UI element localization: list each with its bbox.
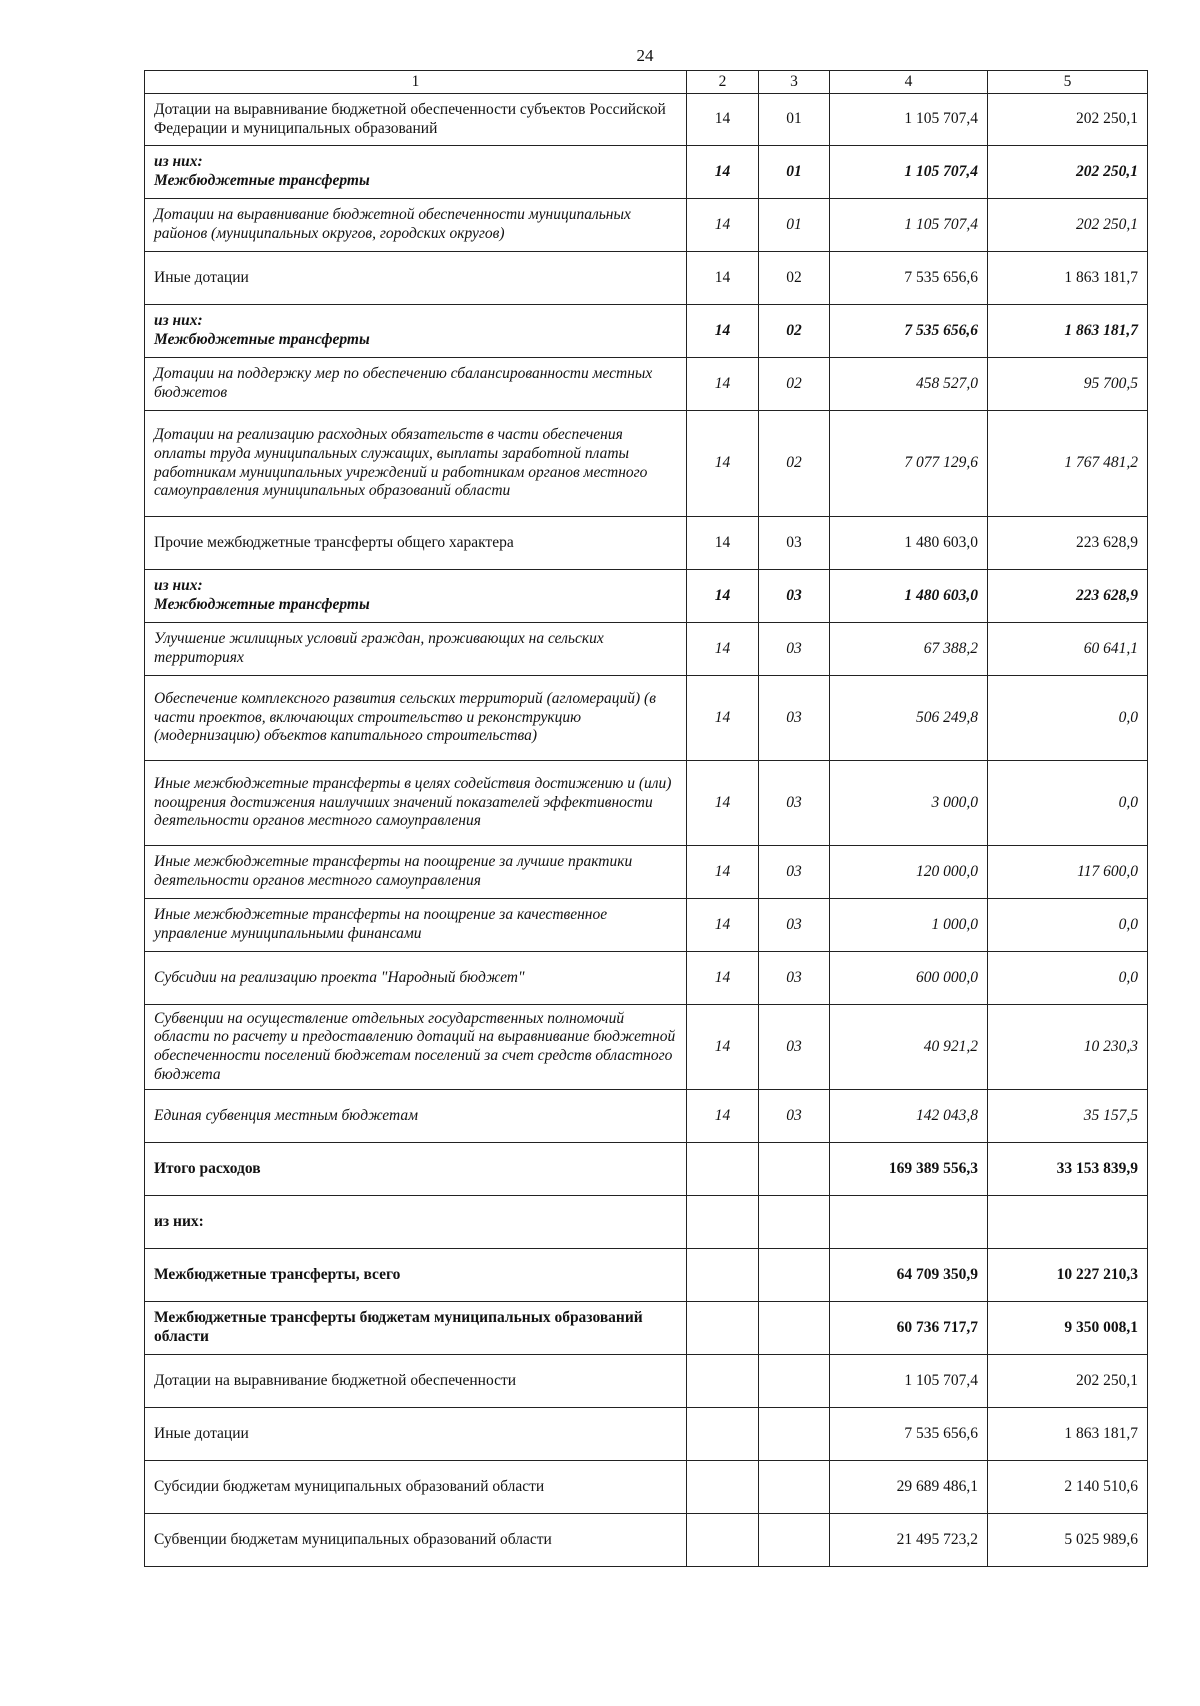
row-section-cell: 14 <box>687 623 759 676</box>
table-row <box>145 676 1148 761</box>
row-name-cell <box>145 146 687 199</box>
row-plan-cell: 64 709 350,9 <box>830 1249 988 1302</box>
row-section-cell: 14 <box>687 1005 759 1090</box>
row-plan-cell: 7 535 656,6 <box>830 1408 988 1461</box>
row-name-cell: Иные межбюджетные трансферты в целях содействия достижению и (или) поощрения достижения наилучших значений показателей эффективности деятельности органов местного самоуправления <box>145 761 687 846</box>
row-name-cell: Субвенции бюджетам муниципальных образований области <box>145 1514 687 1567</box>
row-actual-cell: 10 230,3 <box>988 1005 1148 1090</box>
row-actual-cell: 0,0 <box>988 761 1148 846</box>
row-section-cell: 14 <box>687 846 759 899</box>
table-row <box>145 1355 1148 1408</box>
row-name-cell: Обеспечение комплексного развития сельских территорий (агломераций) (в части проектов, включающих строительство и реконструкцию (модернизацию) объектов капитального строительства) <box>145 676 687 761</box>
row-plan-cell: 1 480 603,0 <box>830 570 988 623</box>
table-row <box>145 1005 1148 1090</box>
column-header-plan: 4 <box>830 71 988 94</box>
row-subsection-cell <box>759 1408 830 1461</box>
row-section-cell: 14 <box>687 305 759 358</box>
row-plan-cell: 169 389 556,3 <box>830 1143 988 1196</box>
row-section-cell: 14 <box>687 199 759 252</box>
row-name-cell: Субвенции на осуществление отдельных государственных полномочий области по расчету и предоставлению дотаций на выравнивание бюджетной обеспеченности поселений бюджетам поселений за счет средств областного бюджета <box>145 1005 687 1090</box>
column-header-section: 2 <box>687 71 759 94</box>
row-subsection-cell: 02 <box>759 358 830 411</box>
table-row <box>145 570 1148 623</box>
table-row <box>145 1514 1148 1567</box>
row-plan-cell: 458 527,0 <box>830 358 988 411</box>
table-row <box>145 1143 1148 1196</box>
row-subsection-cell <box>759 1196 830 1249</box>
row-plan-cell: 21 495 723,2 <box>830 1514 988 1567</box>
row-subsection-cell <box>759 1355 830 1408</box>
row-subsection-cell: 02 <box>759 411 830 517</box>
row-section-cell <box>687 1408 759 1461</box>
table-row <box>145 199 1148 252</box>
row-subsection-cell <box>759 1143 830 1196</box>
row-subsection-cell <box>759 1249 830 1302</box>
row-plan-cell: 1 480 603,0 <box>830 517 988 570</box>
row-actual-cell: 35 157,5 <box>988 1090 1148 1143</box>
row-actual-cell: 2 140 510,6 <box>988 1461 1148 1514</box>
row-name-cell: Дотации на выравнивание бюджетной обеспеченности муниципальных районов (муниципальных округов, городских округов) <box>145 199 687 252</box>
table-row <box>145 358 1148 411</box>
row-name-cell: Иные дотации <box>145 252 687 305</box>
row-subsection-cell: 03 <box>759 1090 830 1143</box>
table-row <box>145 952 1148 1005</box>
row-actual-cell: 0,0 <box>988 952 1148 1005</box>
table-row <box>145 761 1148 846</box>
row-prefix: из них: <box>154 312 203 330</box>
row-subsection-cell: 03 <box>759 761 830 846</box>
row-name-cell: Дотации на поддержку мер по обеспечению сбалансированности местных бюджетов <box>145 358 687 411</box>
row-plan-cell: 60 736 717,7 <box>830 1302 988 1355</box>
table-header <box>145 71 1148 94</box>
row-plan-cell: 7 535 656,6 <box>830 252 988 305</box>
row-name-cell: из них: <box>145 1196 687 1249</box>
header-row <box>145 71 1148 94</box>
row-section-cell <box>687 1514 759 1567</box>
row-plan-cell: 1 105 707,4 <box>830 94 988 146</box>
row-name-cell: Дотации на реализацию расходных обязательств в части обеспечения оплаты труда муниципальных служащих, выплаты заработной платы работникам муниципальных учреждений и работникам органов местного самоуправления муниципальных образований области <box>145 411 687 517</box>
row-section-cell: 14 <box>687 94 759 146</box>
row-actual-cell: 202 250,1 <box>988 94 1148 146</box>
table-row <box>145 517 1148 570</box>
row-name-cell: Иные межбюджетные трансферты на поощрение за лучшие практики деятельности органов местного самоуправления <box>145 846 687 899</box>
budget-table <box>144 70 1148 1567</box>
table-row <box>145 94 1148 146</box>
row-section-cell <box>687 1143 759 1196</box>
row-name-cell: Иные межбюджетные трансферты на поощрение за качественное управление муниципальными финансами <box>145 899 687 952</box>
row-section-cell <box>687 1355 759 1408</box>
row-subsection-cell: 03 <box>759 676 830 761</box>
row-subsection-cell: 02 <box>759 305 830 358</box>
row-subsection-cell: 03 <box>759 517 830 570</box>
row-section-cell: 14 <box>687 761 759 846</box>
row-subsection-cell: 03 <box>759 899 830 952</box>
row-subsection-cell: 01 <box>759 146 830 199</box>
row-prefix: из них: <box>154 577 203 595</box>
row-plan-cell: 506 249,8 <box>830 676 988 761</box>
row-section-cell: 14 <box>687 411 759 517</box>
row-subsection-cell <box>759 1461 830 1514</box>
table-row <box>145 252 1148 305</box>
row-plan-cell: 142 043,8 <box>830 1090 988 1143</box>
row-section-cell <box>687 1249 759 1302</box>
row-actual-cell: 1 863 181,7 <box>988 252 1148 305</box>
table-row <box>145 1408 1148 1461</box>
table-row <box>145 899 1148 952</box>
row-plan-cell: 1 105 707,4 <box>830 1355 988 1408</box>
row-actual-cell: 95 700,5 <box>988 358 1148 411</box>
row-actual-cell: 33 153 839,9 <box>988 1143 1148 1196</box>
row-section-cell <box>687 1461 759 1514</box>
row-subsection-cell: 03 <box>759 570 830 623</box>
row-plan-cell <box>830 1196 988 1249</box>
row-section-cell: 14 <box>687 517 759 570</box>
table-row <box>145 1196 1148 1249</box>
row-section-cell: 14 <box>687 358 759 411</box>
row-plan-cell: 7 077 129,6 <box>830 411 988 517</box>
row-actual-cell: 9 350 008,1 <box>988 1302 1148 1355</box>
row-actual-cell: 1 863 181,7 <box>988 305 1148 358</box>
row-subsection-cell: 03 <box>759 952 830 1005</box>
row-name-cell: Межбюджетные трансферты, всего <box>145 1249 687 1302</box>
row-plan-cell: 40 921,2 <box>830 1005 988 1090</box>
row-actual-cell: 1 863 181,7 <box>988 1408 1148 1461</box>
page-number: 24 <box>636 46 654 65</box>
row-subsection-cell: 02 <box>759 252 830 305</box>
row-subsection-cell: 01 <box>759 94 830 146</box>
row-plan-cell: 3 000,0 <box>830 761 988 846</box>
row-name-cell: Улучшение жилищных условий граждан, проживающих на сельских территориях <box>145 623 687 676</box>
row-section-cell: 14 <box>687 676 759 761</box>
row-name-cell: Единая субвенция местным бюджетам <box>145 1090 687 1143</box>
row-subsection-cell <box>759 1514 830 1567</box>
table-row <box>145 305 1148 358</box>
row-actual-cell: 60 641,1 <box>988 623 1148 676</box>
row-actual-cell: 10 227 210,3 <box>988 1249 1148 1302</box>
row-actual-cell: 202 250,1 <box>988 1355 1148 1408</box>
table-row <box>145 623 1148 676</box>
row-name: Межбюджетные трансферты <box>154 172 370 189</box>
row-actual-cell: 223 628,9 <box>988 570 1148 623</box>
column-header-subsection: 3 <box>759 71 830 94</box>
table-row <box>145 1302 1148 1355</box>
row-subsection-cell: 03 <box>759 623 830 676</box>
row-section-cell: 14 <box>687 570 759 623</box>
table-body <box>145 94 1148 1567</box>
table-row <box>145 1249 1148 1302</box>
row-actual-cell: 202 250,1 <box>988 199 1148 252</box>
row-subsection-cell: 01 <box>759 199 830 252</box>
row-actual-cell: 117 600,0 <box>988 846 1148 899</box>
row-plan-cell: 29 689 486,1 <box>830 1461 988 1514</box>
table-row <box>145 146 1148 199</box>
row-name-cell: Итого расходов <box>145 1143 687 1196</box>
row-name-cell: Прочие межбюджетные трансферты общего характера <box>145 517 687 570</box>
row-actual-cell: 0,0 <box>988 899 1148 952</box>
table-row <box>145 411 1148 517</box>
row-actual-cell: 5 025 989,6 <box>988 1514 1148 1567</box>
table-row <box>145 846 1148 899</box>
row-plan-cell: 120 000,0 <box>830 846 988 899</box>
table-row <box>145 1461 1148 1514</box>
row-name-cell: Иные дотации <box>145 1408 687 1461</box>
row-actual-cell: 0,0 <box>988 676 1148 761</box>
row-subsection-cell: 03 <box>759 846 830 899</box>
row-section-cell: 14 <box>687 1090 759 1143</box>
row-name-cell: Субсидии на реализацию проекта "Народный бюджет" <box>145 952 687 1005</box>
table-row <box>145 1090 1148 1143</box>
row-subsection-cell: 03 <box>759 1005 830 1090</box>
row-section-cell: 14 <box>687 146 759 199</box>
row-name: Межбюджетные трансферты <box>154 596 370 613</box>
row-name-cell: Дотации на выравнивание бюджетной обеспеченности субъектов Российской Федерации и муниципальных образований <box>145 94 687 146</box>
row-plan-cell: 1 105 707,4 <box>830 199 988 252</box>
row-section-cell <box>687 1196 759 1249</box>
row-name-cell: Субсидии бюджетам муниципальных образований области <box>145 1461 687 1514</box>
row-plan-cell: 1 000,0 <box>830 899 988 952</box>
row-section-cell: 14 <box>687 952 759 1005</box>
row-name: Межбюджетные трансферты <box>154 331 370 348</box>
row-section-cell: 14 <box>687 252 759 305</box>
row-name-cell <box>145 305 687 358</box>
row-plan-cell: 600 000,0 <box>830 952 988 1005</box>
row-prefix: из них: <box>154 153 203 171</box>
column-header-actual: 5 <box>988 71 1148 94</box>
row-section-cell: 14 <box>687 899 759 952</box>
row-actual-cell: 1 767 481,2 <box>988 411 1148 517</box>
row-actual-cell <box>988 1196 1148 1249</box>
row-name-cell <box>145 570 687 623</box>
column-header-name: 1 <box>145 71 687 94</box>
row-subsection-cell <box>759 1302 830 1355</box>
row-plan-cell: 1 105 707,4 <box>830 146 988 199</box>
row-plan-cell: 7 535 656,6 <box>830 305 988 358</box>
row-name-cell: Дотации на выравнивание бюджетной обеспеченности <box>145 1355 687 1408</box>
row-plan-cell: 67 388,2 <box>830 623 988 676</box>
row-actual-cell: 202 250,1 <box>988 146 1148 199</box>
row-actual-cell: 223 628,9 <box>988 517 1148 570</box>
row-section-cell <box>687 1302 759 1355</box>
row-name-cell: Межбюджетные трансферты бюджетам муниципальных образований области <box>145 1302 687 1355</box>
